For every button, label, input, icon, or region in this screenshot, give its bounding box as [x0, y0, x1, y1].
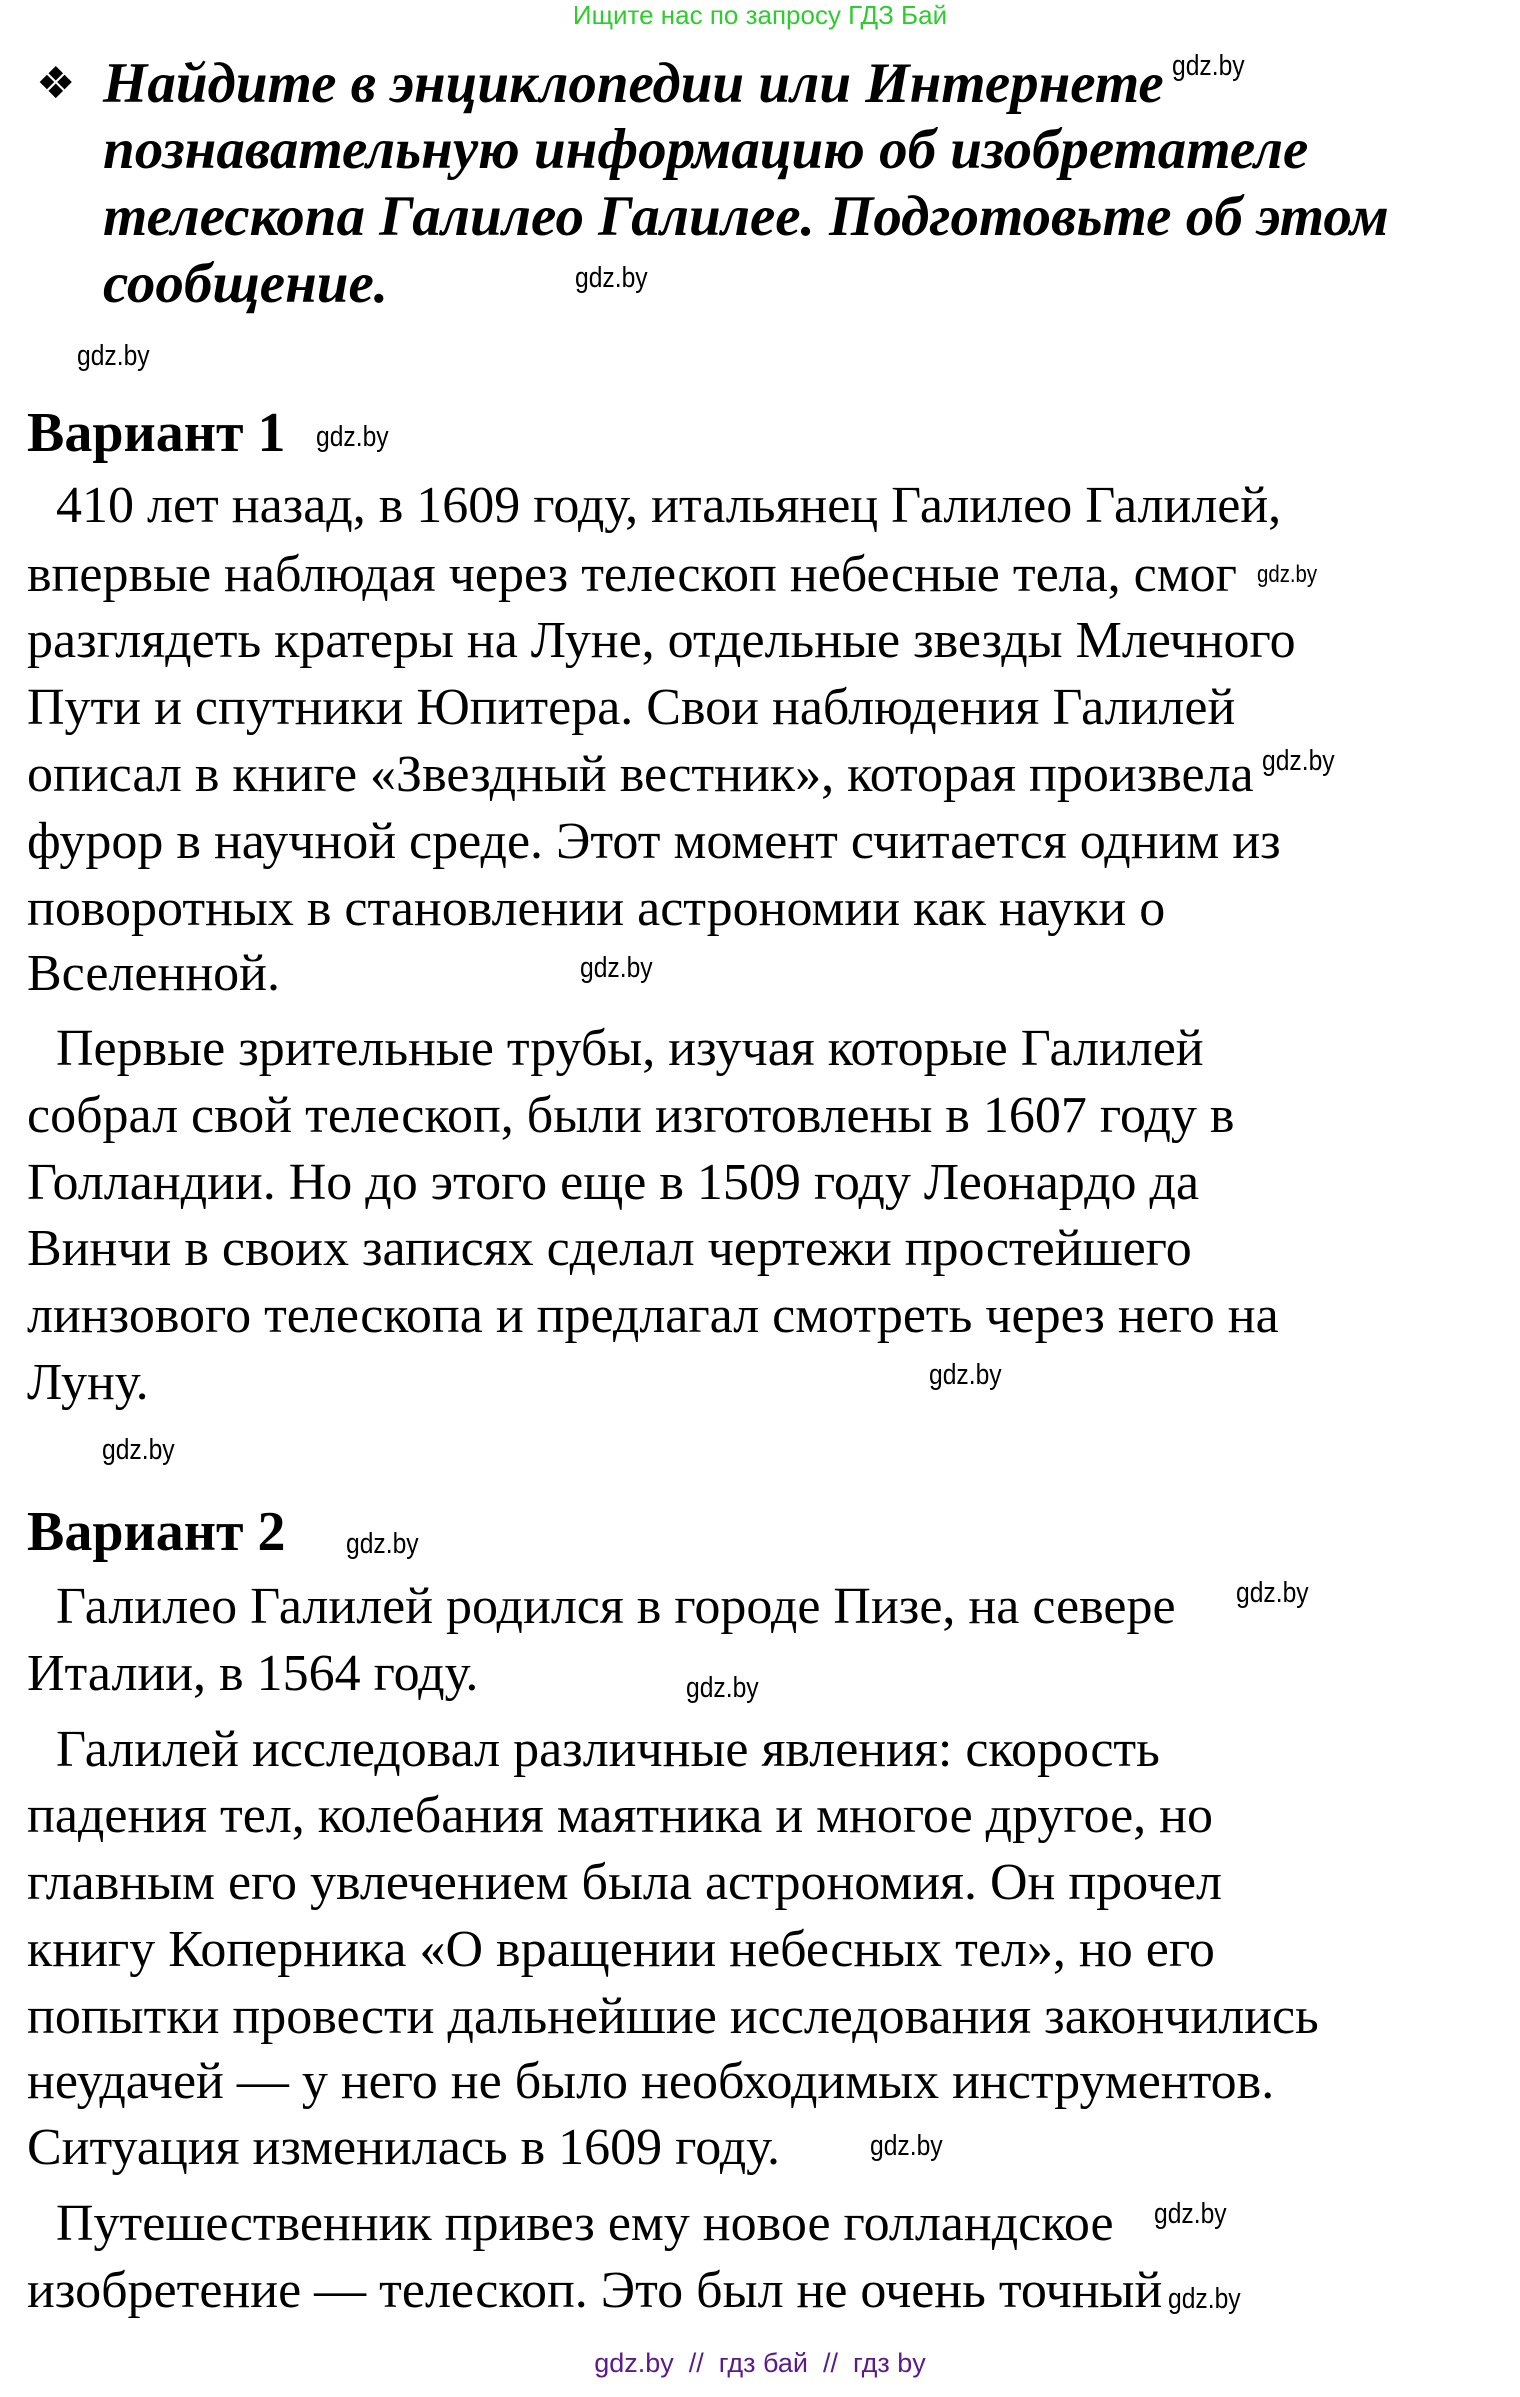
watermark: gdz.by: [1257, 561, 1318, 588]
watermark: gdz.by: [102, 1434, 175, 1466]
text-line: Голландии. Но до этого еще в 1509 году Леонардо да: [27, 1154, 1200, 1211]
text-line: Луну.: [27, 1354, 149, 1411]
text-line: Галилео Галилей родился в городе Пизе, на севере: [56, 1578, 1176, 1635]
watermark: gdz.by: [686, 1672, 759, 1704]
watermark: gdz.by: [77, 340, 150, 372]
text-line: Винчи в своих записях сделал чертежи простейшего: [27, 1220, 1192, 1277]
watermark: gdz.by: [929, 1359, 1002, 1391]
text-line: Италии, в 1564 году.: [27, 1645, 479, 1702]
text-line: разглядеть кратеры на Луне, отдельные звезды Млечного: [27, 612, 1296, 669]
footer-watermark: gdz.by // гдз бай // гдз by: [594, 2348, 926, 2378]
text-line: поворотных в становлении астрономии как науки о: [27, 880, 1166, 937]
task-line: телескопа Галилео Галилее. Подготовьте об этом: [103, 185, 1389, 248]
watermark: gdz.by: [1262, 745, 1335, 777]
task-line: Найдите в энциклопедии или Интернете: [103, 52, 1164, 115]
watermark: gdz.by: [1154, 2198, 1227, 2230]
watermark: gdz.by: [1236, 1577, 1309, 1609]
watermark: gdz.by: [575, 262, 648, 294]
text-line: фурор в научной среде. Этот момент считается одним из: [27, 813, 1281, 870]
watermark: gdz.by: [346, 1528, 419, 1560]
text-line: Путешественник привез ему новое голландское: [56, 2195, 1114, 2252]
task-line: сообщение.: [103, 252, 388, 315]
text-line: книгу Коперника «О вращении небесных тел», но его: [27, 1921, 1215, 1978]
variant1-title: Вариант 1: [27, 402, 286, 464]
text-line: Вселенной.: [27, 945, 280, 1002]
text-line: собрал свой телескоп, были изготовлены в 1607 году в: [27, 1087, 1235, 1144]
watermark: gdz.by: [870, 2130, 943, 2162]
top-watermark: Ищите нас по запросу ГДЗ Бай: [572, 0, 948, 30]
four-diamond-icon: ❖: [36, 58, 76, 109]
text-line: Первые зрительные трубы, изучая которые Галилей: [56, 1020, 1204, 1077]
text-line: 410 лет назад, в 1609 году, итальянец Галилео Галилей,: [56, 477, 1282, 534]
text-line: неудачей — у него не было необходимых инструментов.: [27, 2053, 1275, 2110]
text-line: описал в книге «Звездный вестник», которая произвела: [27, 746, 1254, 803]
text-line: изобретение — телескоп. Это был не очень точный: [27, 2262, 1163, 2319]
watermark: gdz.by: [1168, 2283, 1241, 2315]
task-line: познавательную информацию об изобретателе: [103, 118, 1309, 181]
text-line: падения тел, колебания маятника и многое другое, но: [27, 1787, 1213, 1844]
text-line: впервые наблюдая через телескоп небесные тела, смог: [27, 546, 1237, 603]
watermark: gdz.by: [580, 952, 653, 984]
text-line: попытки провести дальнейшие исследования закончились: [27, 1988, 1319, 2045]
watermark: gdz.by: [316, 421, 389, 453]
watermark: gdz.by: [1172, 50, 1245, 82]
text-line: Пути и спутники Юпитера. Свои наблюдения Галилей: [27, 679, 1236, 736]
text-line: главным его увлечением была астрономия. Он прочел: [27, 1854, 1223, 1911]
text-line: Ситуация изменилась в 1609 году.: [27, 2119, 780, 2176]
variant2-title: Вариант 2: [27, 1501, 286, 1563]
text-line: Галилей исследовал различные явления: скорость: [56, 1721, 1160, 1778]
text-line: линзового телескопа и предлагал смотреть через него на: [27, 1287, 1279, 1344]
